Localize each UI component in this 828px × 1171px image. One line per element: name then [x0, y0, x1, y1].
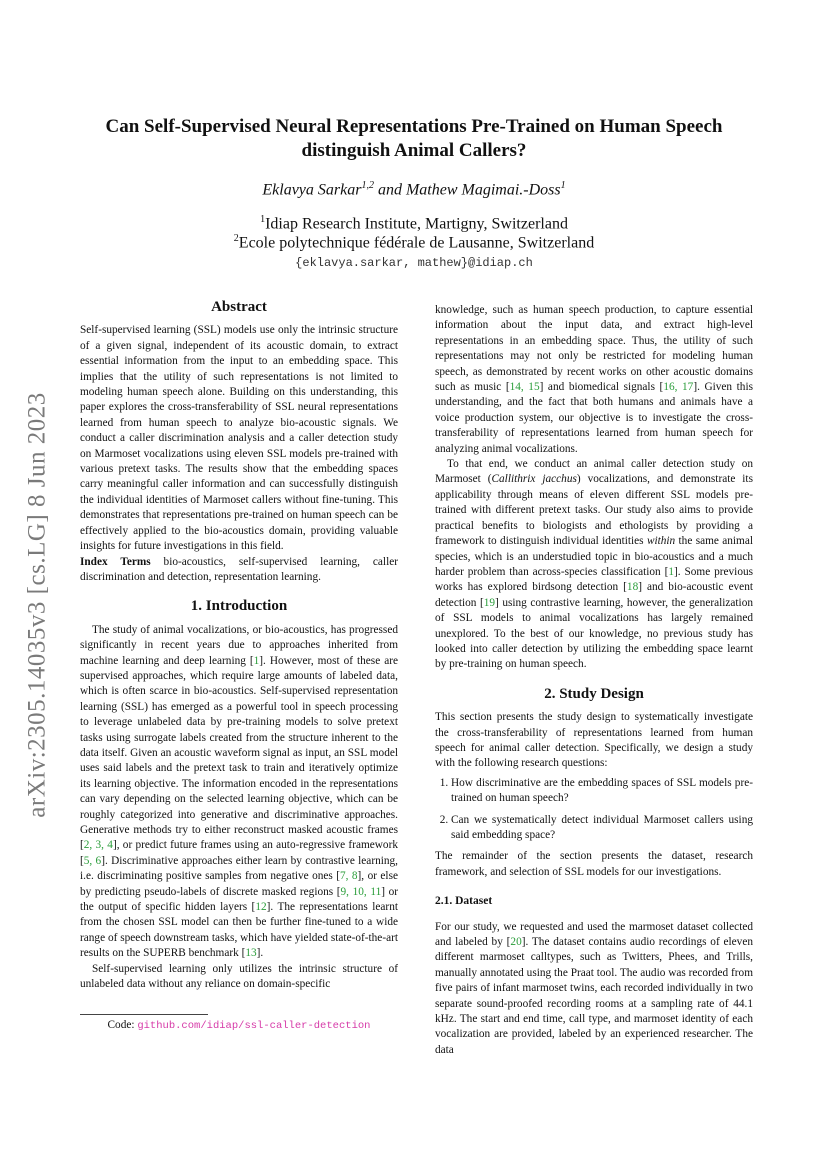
footnote-label: Code: [107, 1019, 138, 1031]
author-emails: {eklavya.sarkar, mathew}@idiap.ch [295, 256, 533, 270]
affiliation-2 [80, 233, 748, 252]
intro-text: ], or predict future frames using an auto-regressive framework [ [80, 839, 398, 867]
index-terms [80, 555, 398, 586]
authors [80, 180, 748, 199]
author-2: and Mathew Magimai.-Doss [373, 181, 561, 199]
paper-title [80, 115, 748, 163]
right-column [435, 303, 753, 1058]
intro-text: ]. Discriminative approaches either learn by contrastive learning, i.e. discriminating positive samples from negative ones [ [80, 854, 398, 883]
body-text: For our study, we requested and used the marmoset dataset collected and labeled by [ [435, 920, 753, 949]
arxiv-id: arXiv:2305.14035v3 [cs.LG] 8 Jun 2023 [24, 392, 51, 818]
body-text: ]. Given this understanding, and the fact that both humans and animals have a voice production system, our objective is to investigate the cross-transferability of representations learned from human speech for analyzing animal vocalizations. [435, 381, 753, 455]
body-text: ) vocalizations, and demonstrate its applicability through means of eleven different SSL models pre-trained with different pretext tasks. Our study also aims to provide practical benefits to biologists and ethologists by providing a framework to distinguish individual identities [435, 473, 753, 548]
citation-link[interactable]: 2, 3, 4 [83, 839, 113, 852]
intro-paragraph-1 [80, 623, 398, 962]
code-footnote [80, 1019, 398, 1032]
body-text: the same animal species, which is an understudied topic in bio-acoustics and a much harder problem than across-species classification [ [435, 535, 754, 578]
index-terms-label: Index Terms [80, 555, 151, 568]
arxiv-side-label [10, 370, 66, 840]
intro-text: ]. The representations learnt from the chosen SSL model can then be further fine-tuned to a wide range of speech downstream tasks, which have yielded state-of-the-art results on the SUPERB benchmark [ [80, 901, 398, 960]
citation-link[interactable]: 13 [245, 947, 257, 960]
left-column [80, 300, 398, 992]
citation-link[interactable]: 12 [255, 901, 267, 914]
intro-text: The study of animal vocalizations, or bio-acoustics, has progressed significantly in recent years due to approaches inherited from machine learning and deep learning [ [80, 623, 398, 667]
citation-link[interactable]: 19 [483, 596, 496, 609]
citation-link[interactable]: 20 [510, 936, 522, 949]
body-text: ] and bio-acoustic event detection [ [435, 581, 753, 609]
research-question: 2. Can we systematically detect individual Marmoset callers using said embedding space? [451, 813, 753, 844]
intro-continued [435, 303, 753, 457]
index-terms-text: bio-acoustics, self-supervised learning, caller discrimination and detection, representation learning. [80, 555, 398, 583]
body-text: ]. The dataset contains audio recordings of eleven different marmoset calltypes, such as Twitters, Phees, and Trills, manually annotated using the Praat tool. The audio was recorded from five pairs of infant marmoset twins, each recorded individually in two separate sound-proofed recording rooms at a sampling rate of 44.1 kHz. The start and end time, call type, and marmoset identity of each vocalization are provided, labeled by an experienced researcher. The data [435, 936, 753, 1056]
intro-text: ] or the output of specific hidden layers [ [80, 885, 398, 914]
affiliation-1 [80, 214, 748, 233]
intro-heading: 1. Introduction [190, 598, 288, 615]
body-text: To that end, we conduct an animal caller detection study on Marmoset ( [435, 458, 753, 486]
dataset-heading: 2.1. Dataset [435, 895, 493, 908]
study-design-intro: This section presents the study design to systematically investigate the cross-transferability of representations learned from human speech for animal caller detection. Specifically, we design a study with the following research questions: [435, 711, 753, 770]
intro-paragraph-2: Self-supervised learning only utilizes the intrinsic structure of unlabeled data without any reliance on domain-specific [80, 962, 398, 991]
research-questions [435, 776, 753, 844]
intro-text: ], or else by predicting pseudo-labels of discrete masked regions [ [80, 870, 398, 898]
body-text: knowledge, such as human speech production, to capture essential information about the input data, and extract high-level representations in an embedding space. Thus, the utility of such representations may not only be restricted for modeling human speech, as demonstrated by recent works on other acoustic domains such as music [ [435, 304, 753, 394]
body-text: ] and biomedical signals [ [539, 381, 664, 394]
author-1-affil: 1,2 [361, 180, 374, 191]
intro-text: ]. However, most of these are supervised approaches, which require large amounts of labeled data, which is often scarce in bio-acoustics. Self-supervised representation learning (SSL) has emerged as a powerful tool in speech processing to leverage unlabeled data by pre-training models to solve pretext tasks using surrogate labels created from the structure inherent to the data itself. Given an acoustic waveform signal as input, an SSL model uses said labels and the pretext task to train and iteratively optimize its learning objective. The information encoded in the representations can vary depending on the selected learning objective, which can be roughly categorized into generative and discriminative approaches. Generative methods try to either reconstruct masked acoustic frames [ [80, 654, 398, 852]
affiliation-1-mark: 1 [260, 214, 266, 225]
body-text: ] using contrastive learning, however, the generalization of SSL models to animal vocalizations has largely remained unexplored. To the best of our knowledge, no previous study has looked into caller detection by utilizing the embedding space learnt by pre-training on human speech. [435, 596, 753, 671]
title-line-1: Can Self-Supervised Neural Representations Pre-Trained on Human Speech [105, 116, 723, 137]
abstract-text: Self-supervised learning (SSL) models use only the intrinsic structure of a given signal, independent of its acoustic domain, to extract essential information from the input to an embedding space. This implies that the utility of such representations is not limited to modeling human speech alone. Building on this understanding, this paper explores the cross-transferability of SSL neural representations learned from human speech to analyze bio-acoustic signals. We conduct a caller discrimination analysis and a caller detection study on Marmoset vocalizations using eleven SSL models pre-trained with various pretext tasks. The results show that the embedding spaces carry meaningful caller information and can successfully distinguish the individual identities of Marmoset callers without fine-tuning. This demonstrates that representations pre-trained on human speech can be effectively applied to the bio-acoustics domain, providing valuable insights for future investigations in this field. [80, 324, 398, 553]
citation-link[interactable]: 5, 6 [83, 854, 102, 867]
title-line-2: distinguish Animal Callers? [301, 140, 527, 161]
footnote-rule [80, 1014, 208, 1015]
study-design-remainder: The remainder of the section presents the dataset, research framework, and selection of SSL models for our investigations. [435, 850, 753, 878]
intro-text: ]. [256, 947, 264, 960]
citation-link[interactable]: 14, 15 [509, 381, 540, 394]
citation-link[interactable]: 9, 10, 11 [340, 885, 382, 898]
code-repo-link[interactable]: github.com/idiap/ssl-caller-detection [137, 1020, 371, 1032]
citation-link[interactable]: 1 [668, 565, 675, 578]
citation-link[interactable]: 18 [626, 581, 639, 594]
abstract-heading: Abstract [211, 299, 267, 315]
author-2-affil: 1 [560, 180, 566, 191]
emphasis-text: within [646, 535, 676, 548]
intro-paragraph-3 [435, 457, 753, 673]
affiliation-1-text: Idiap Research Institute, Martigny, Switzerland [265, 215, 568, 233]
research-question: 1. How discriminative are the embedding spaces of SSL models pre-trained on human speech? [451, 776, 753, 807]
body-text: ]. Some previous works has explored birdsong detection [ [435, 565, 754, 594]
author-1: Eklavya Sarkar [262, 181, 362, 199]
species-name: Callithrix jacchus [491, 473, 577, 486]
affiliation-2-mark: 2 [233, 233, 239, 244]
study-design-heading: 2. Study Design [544, 685, 644, 702]
affiliation-2-text: Ecole polytechnique fédérale de Lausanne, Switzerland [238, 234, 595, 252]
citation-link[interactable]: 7, 8 [339, 870, 358, 883]
dataset-paragraph [435, 920, 753, 1059]
citation-link[interactable]: 16, 17 [663, 381, 694, 394]
citation-link[interactable]: 1 [253, 654, 260, 667]
